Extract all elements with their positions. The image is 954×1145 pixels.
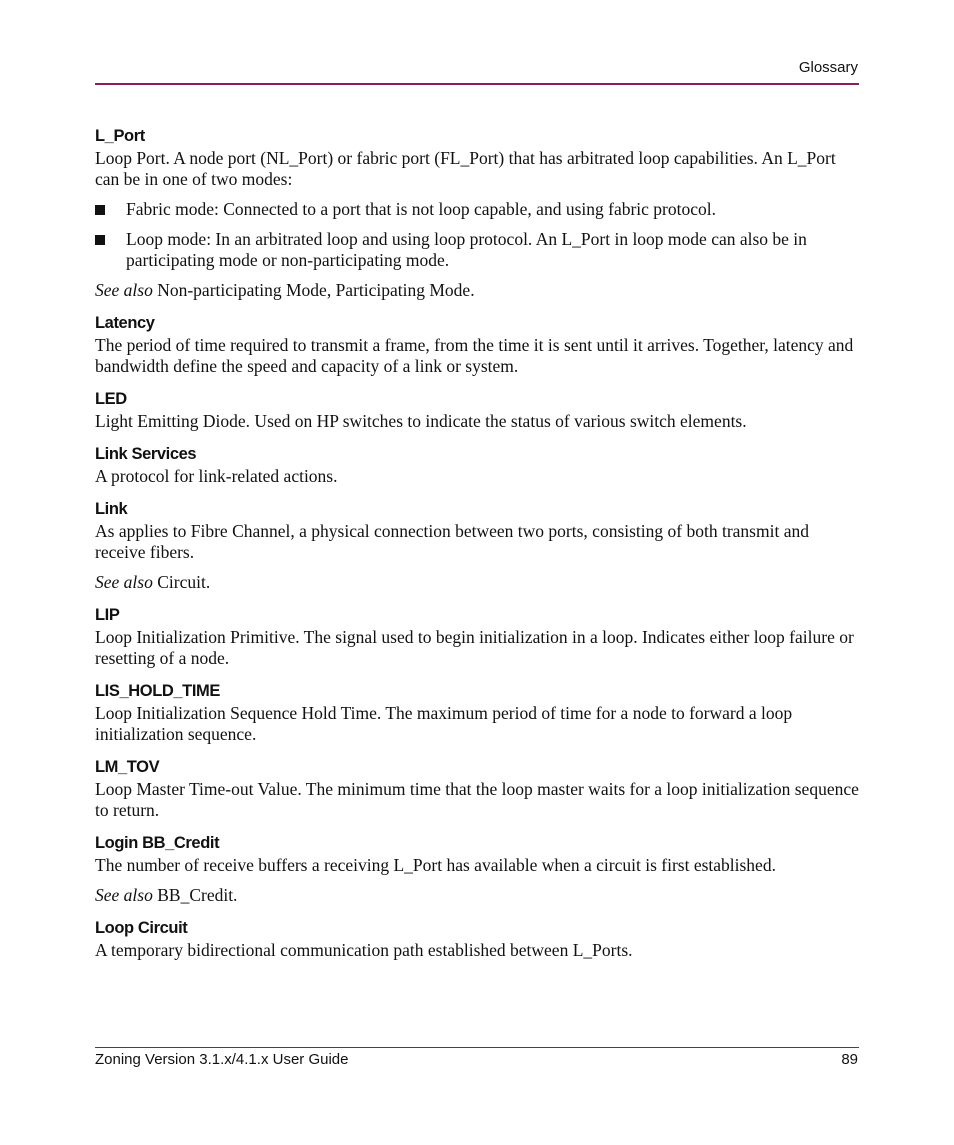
see-also: [95, 280, 859, 301]
glossary-definition: As applies to Fibre Channel, a physical connection between two ports, consisting of both transmit and receive fibers.: [95, 521, 809, 562]
glossary-term: L_Port: [95, 127, 145, 145]
glossary-entry-lm-tov: [95, 757, 859, 821]
glossary-definition: A temporary bidirectional communication path established between L_Ports.: [95, 940, 633, 960]
glossary-entry-l-port: [95, 126, 859, 301]
see-also: [95, 885, 859, 906]
glossary-term: Login BB_Credit: [95, 834, 220, 852]
glossary-definition: Loop Port. A node port (NL_Port) or fabric port (FL_Port) that has arbitrated loop capabilities. An L_Port can be in one of two modes:: [95, 148, 836, 189]
glossary-entry-led: [95, 389, 859, 432]
footer-doc-title: Zoning Version 3.1.x/4.1.x User Guide: [95, 1051, 349, 1068]
glossary-term: Loop Circuit: [95, 919, 188, 937]
running-header: Glossary: [798, 59, 858, 76]
see-also-refs: Circuit.: [157, 572, 211, 592]
glossary-definition: Light Emitting Diode. Used on HP switches to indicate the status of various switch elements.: [95, 411, 747, 431]
header-rule: [95, 83, 859, 85]
glossary-term: Link Services: [95, 445, 197, 463]
glossary-term: LM_TOV: [95, 758, 160, 776]
glossary-entry-lis-hold-time: [95, 681, 859, 745]
glossary-term: LIP: [95, 606, 120, 624]
list-item-text: Loop mode: In an arbitrated loop and using loop protocol. An L_Port in loop mode can also be in participating mode or non-participating mode.: [126, 229, 807, 270]
glossary-entry-loop-circuit: [95, 918, 859, 961]
page-number: 89: [841, 1051, 858, 1068]
glossary-definition: Loop Initialization Sequence Hold Time. The maximum period of time for a node to forward a loop initialization sequence.: [95, 703, 793, 744]
glossary-definition: Loop Master Time-out Value. The minimum time that the loop master waits for a loop initialization sequence to return.: [95, 779, 859, 820]
mode-list: [95, 199, 859, 271]
see-also-label: See also: [95, 885, 153, 905]
glossary-entry-link-services: [95, 444, 859, 487]
glossary-entry-link: [95, 499, 859, 593]
list-item: [95, 229, 859, 271]
glossary-entry-lip: [95, 605, 859, 669]
footer-rule: [95, 1047, 859, 1048]
glossary-term: LED: [95, 390, 127, 408]
see-also-label: See also: [95, 280, 153, 300]
glossary-content: [95, 126, 859, 973]
glossary-definition: The period of time required to transmit a frame, from the time it is sent until it arrives. Together, latency and bandwidth define the speed and capacity of a link or system.: [95, 335, 854, 376]
glossary-definition: The number of receive buffers a receiving L_Port has available when a circuit is first established.: [95, 855, 776, 875]
glossary-definition: Loop Initialization Primitive. The signal used to begin initialization in a loop. Indicates either loop failure or resetting of a node.: [95, 627, 854, 668]
glossary-entry-latency: [95, 313, 859, 377]
glossary-term: Latency: [95, 314, 155, 332]
square-bullet-icon: [95, 205, 105, 215]
see-also-refs: BB_Credit.: [157, 885, 238, 905]
list-item: [95, 199, 859, 220]
glossary-entry-login-bb-credit: [95, 833, 859, 906]
glossary-term: LIS_HOLD_TIME: [95, 682, 220, 700]
see-also: [95, 572, 859, 593]
see-also-refs: Non-participating Mode, Participating Mode.: [157, 280, 475, 300]
see-also-label: See also: [95, 572, 153, 592]
square-bullet-icon: [95, 235, 105, 245]
glossary-term: Link: [95, 500, 128, 518]
glossary-definition: A protocol for link-related actions.: [95, 466, 338, 486]
list-item-text: Fabric mode: Connected to a port that is not loop capable, and using fabric protocol.: [126, 199, 716, 219]
